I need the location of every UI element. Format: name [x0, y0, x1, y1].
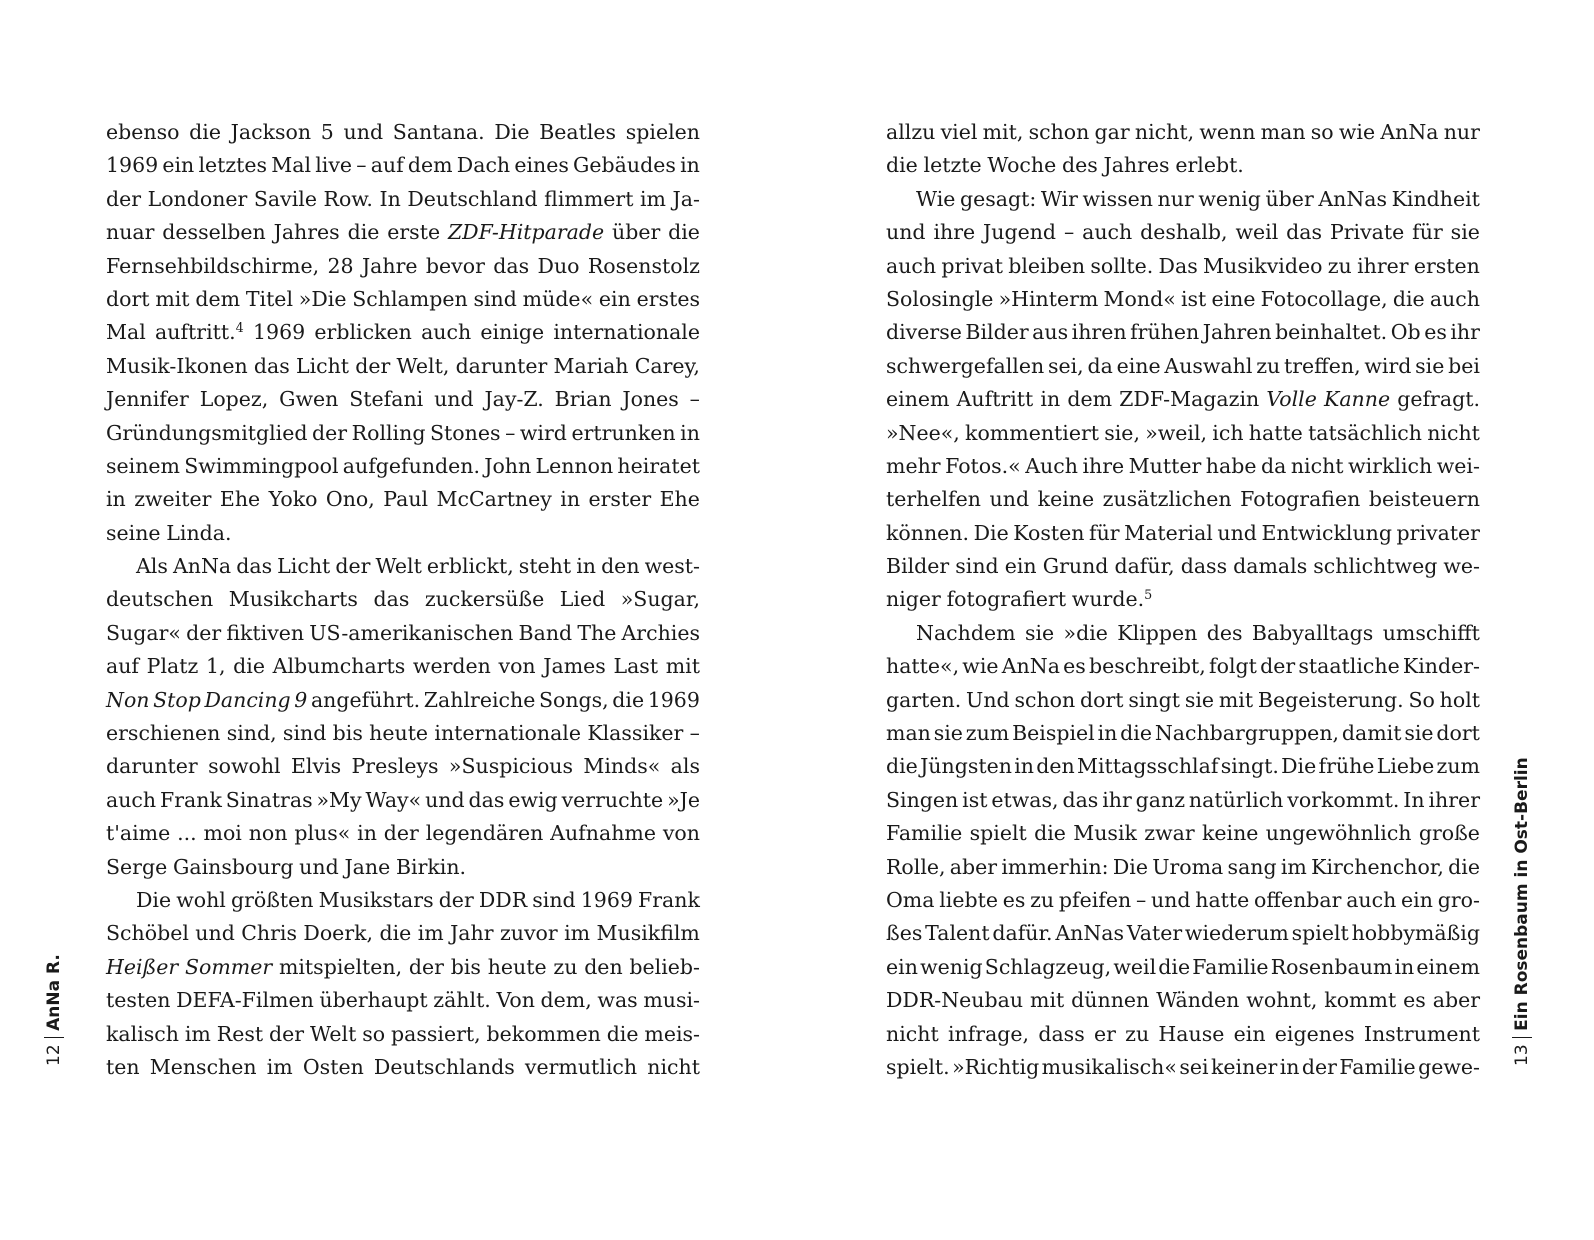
text-line: nicht infrage, dass er zu Hause ein eigenes Instrument: [886, 1021, 1480, 1046]
text-line: seine Linda.: [106, 520, 232, 545]
text-line: einem Auftritt in dem ZDF-Magazin Volle Kanne gefragt.: [886, 387, 1480, 412]
text-line: terhelfen und keine zusätzlichen Fotografien beisteuern: [886, 487, 1480, 512]
text-line: t'aime ... moi non plus« in der legendären Aufnahme von: [106, 821, 700, 846]
text-line: Singen ist etwas, das ihr ganz natürlich vorkommt. In ihrer: [886, 787, 1480, 812]
text-line: auf Platz 1, die Albumcharts werden von James Last mit: [106, 654, 700, 679]
text-line: ßes Talent dafür. AnNas Vater wiederum spielt hobbymäßig: [886, 921, 1480, 946]
text-line: Familie spielt die Musik zwar keine ungewöhnlich große: [886, 821, 1480, 846]
text-line: seinem Swimmingpool aufgefunden. John Lennon heiratet: [106, 453, 700, 478]
left-page-body: [106, 116, 700, 1096]
text-line: diverse Bilder aus ihren frühen Jahren beinhaltet. Ob es ihr: [886, 320, 1480, 345]
text-line: Schöbel und Chris Doerk, die im Jahr zuvor im Musikfilm: [106, 921, 700, 946]
text-line: kalisch im Rest der Welt so passiert, bekommen die meis-: [106, 1021, 700, 1046]
chapter-title: Ein Rosenbaum in Ost-Berlin: [1512, 757, 1532, 1031]
text-line: Gründungsmitglied der Rolling Stones – wird ertrunken in: [106, 420, 700, 445]
page-number: 13: [1512, 1044, 1532, 1066]
text-line: auch privat bleiben sollte. Das Musikvideo zu ihrer ersten: [886, 253, 1480, 278]
text-line: darunter sowohl Elvis Presleys »Suspicious Minds« als: [106, 754, 700, 779]
right-page-body: [886, 116, 1480, 1096]
left-running-head: [44, 954, 64, 1066]
text-line: erschienen sind, sind bis heute internationale Klassiker –: [106, 721, 700, 746]
text-line: mehr Fotos.« Auch ihre Mutter habe da nicht wirklich wei-: [886, 453, 1480, 478]
text-line: ten Menschen im Osten Deutschlands vermutlich nicht: [106, 1054, 700, 1079]
text-line: in zweiter Ehe Yoko Ono, Paul McCartney in erster Ehe: [106, 487, 700, 512]
text-line: dort mit dem Titel »Die Schlampen sind müde« ein erstes: [106, 286, 700, 311]
page-number: 12: [44, 1044, 64, 1066]
text-line: spielt. »Richtig musikalisch« sei keiner in der Familie gewe-: [886, 1054, 1480, 1079]
text-line: Die wohl größten Musikstars der DDR sind 1969 Frank: [136, 887, 700, 912]
text-line: Nachdem sie »die Klippen des Babyalltags umschifft: [916, 620, 1480, 645]
text-line: der Londoner Savile Row. In Deutschland flimmert im Ja-: [106, 186, 700, 211]
text-line: 1969 ein letztes Mal live – auf dem Dach eines Gebäudes in: [106, 153, 700, 178]
text-line: und ihre Jugend – auch deshalb, weil das Private für sie: [886, 220, 1480, 245]
text-line: Oma liebte es zu pfeifen – und hatte offenbar auch ein gro-: [886, 887, 1480, 912]
text-line: auch Frank Sinatras »My Way« und das ewig verruchte »Je: [106, 787, 700, 812]
text-line: ebenso die Jackson 5 und Santana. Die Beatles spielen: [106, 120, 700, 144]
text-line: »Nee«, kommentiert sie, »weil, ich hatte tatsächlich nicht: [886, 420, 1480, 445]
text-line: Solosingle »Hinterm Mond« ist eine Fotocollage, die auch: [886, 286, 1480, 311]
right-running-head: [1512, 757, 1532, 1066]
text-line: Serge Gainsbourg und Jane Birkin.: [106, 854, 467, 879]
text-line: Sugar« der fiktiven US-amerikanischen Band The Archies: [106, 620, 700, 645]
text-line: die letzte Woche des Jahres erlebt.: [886, 153, 1244, 178]
text-line: Jennifer Lopez, Gwen Stefani und Jay-Z. Brian Jones –: [106, 387, 700, 412]
text-line: Wie gesagt: Wir wissen nur wenig über AnNas Kindheit: [916, 186, 1480, 211]
text-line: nuar desselben Jahres die erste ZDF-Hitparade über die: [106, 220, 700, 245]
text-line: man sie zum Beispiel in die Nachbargruppen, damit sie dort: [886, 721, 1480, 746]
text-line: können. Die Kosten für Material und Entwicklung privater: [886, 520, 1480, 545]
text-line: niger fotografiert wurde.$^5$: [886, 586, 1153, 612]
text-line: Rolle, aber immerhin: Die Uroma sang im Kirchenchor, die: [886, 854, 1480, 879]
text-line: Heißer Sommer mitspielten, der bis heute zu den belieb-: [106, 954, 700, 979]
text-line: schwergefallen sei, da eine Auswahl zu treffen, wird sie bei: [886, 353, 1480, 378]
text-line: ein wenig Schlagzeug, weil die Familie Rosenbaum in einem: [886, 954, 1480, 979]
text-line: testen DEFA-Filmen überhaupt zählt. Von dem, was musi-: [106, 988, 700, 1013]
running-head-divider: [44, 1037, 64, 1039]
text-line: allzu viel mit, schon gar nicht, wenn man so wie AnNa nur: [886, 120, 1480, 144]
text-line: Bilder sind ein Grund dafür, dass damals schlichtweg we-: [886, 554, 1480, 579]
text-line: DDR-Neubau mit dünnen Wänden wohnt, kommt es aber: [886, 988, 1480, 1013]
running-head-divider: [1512, 1037, 1532, 1039]
text-line: deutschen Musikcharts das zuckersüße Lied »Sugar,: [106, 587, 700, 612]
text-line: Non Stop Dancing 9 angeführt. Zahlreiche Songs, die 1969: [106, 687, 700, 712]
text-line: Musik-Ikonen das Licht der Welt, darunter Mariah Carey,: [106, 353, 700, 378]
text-line: hatte«, wie AnNa es beschreibt, folgt der staatliche Kinder-: [886, 654, 1480, 679]
text-line: die Jüngsten in den Mittagsschlaf singt. Die frühe Liebe zum: [886, 754, 1480, 779]
text-line: garten. Und schon dort singt sie mit Begeisterung. So holt: [886, 687, 1480, 712]
text-line: Als AnNa das Licht der Welt erblickt, steht in den west-: [136, 554, 700, 579]
text-line: Mal auftritt.$^4$ 1969 erblicken auch einige internationale: [106, 319, 700, 345]
text-line: Fernsehbildschirme, 28 Jahre bevor das Duo Rosenstolz: [106, 253, 700, 278]
book-title: AnNa R.: [44, 954, 64, 1031]
